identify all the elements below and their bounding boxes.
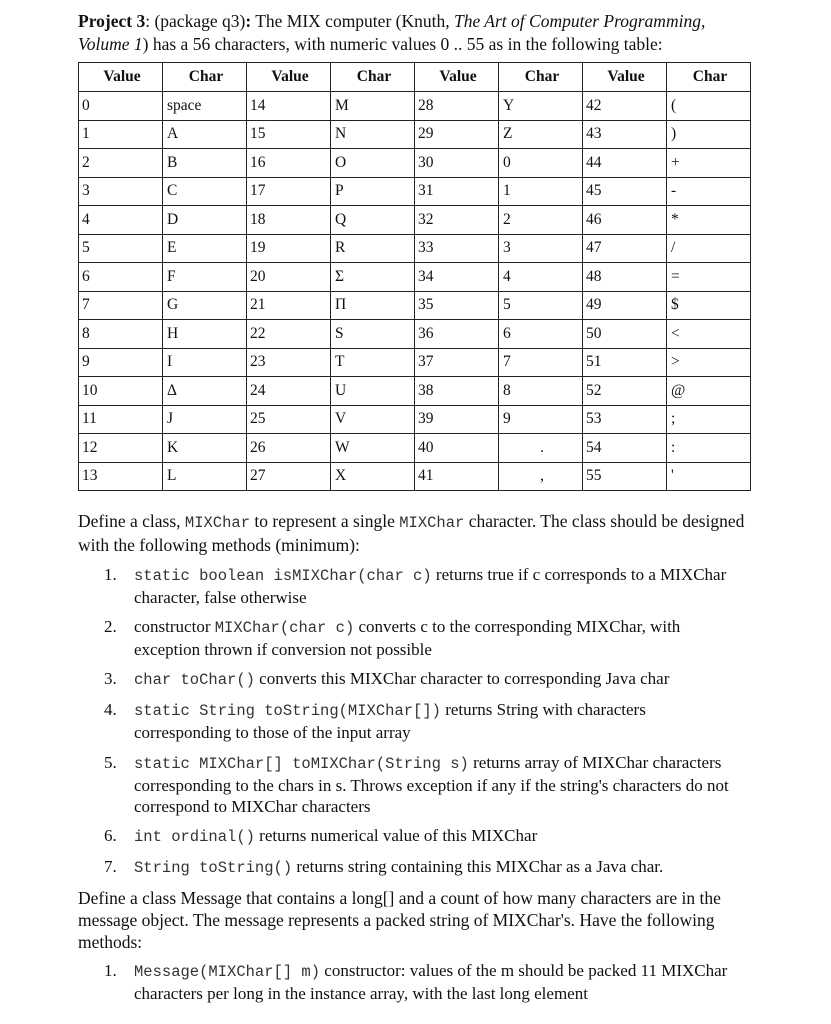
item-code: char toChar(): [134, 671, 255, 689]
char-cell: Y: [499, 92, 583, 121]
item-pre: constructor: [134, 617, 215, 636]
value-cell: 12: [79, 434, 163, 463]
value-cell: 49: [583, 291, 667, 320]
value-cell: 10: [79, 377, 163, 406]
item-text: [134, 825, 746, 848]
mix-character-table: [78, 62, 751, 491]
item-desc: constructor: values of the m should be packed 11 MIXChar characters per long in the instance array, with the last long element: [134, 961, 728, 1003]
value-cell: 32: [415, 206, 499, 235]
table-row: [79, 462, 751, 491]
item-code: static MIXChar[] toMIXChar(String s): [134, 755, 469, 773]
item-number: 7.: [104, 857, 117, 876]
intro-text: [78, 10, 758, 56]
intro-paragraph: [78, 10, 758, 56]
char-cell: Σ: [331, 263, 415, 292]
value-cell: 15: [247, 120, 331, 149]
column-header: Char: [163, 63, 247, 92]
item-number: 2.: [104, 617, 117, 636]
char-cell: F: [163, 263, 247, 292]
table-row: [79, 120, 751, 149]
item-number: 4.: [104, 700, 117, 719]
project-title: Project 3: [78, 11, 146, 31]
char-cell: 3: [499, 234, 583, 263]
char-cell: N: [331, 120, 415, 149]
char-cell: L: [163, 462, 247, 491]
value-cell: 14: [247, 92, 331, 121]
table-row: [79, 177, 751, 206]
value-cell: 4: [79, 206, 163, 235]
message-intro: Define a class Message that contains a long[] and a count of how many characters are in the message object. The message represents a packed string of MIXChar's. Have the following methods:: [78, 888, 721, 952]
char-cell: D: [163, 206, 247, 235]
item-code: static boolean isMIXChar(char c): [134, 567, 432, 585]
value-cell: 42: [583, 92, 667, 121]
value-cell: 43: [583, 120, 667, 149]
table-body: [79, 92, 751, 491]
table-header-row: [79, 63, 751, 92]
char-cell: V: [331, 405, 415, 434]
value-cell: 50: [583, 320, 667, 349]
value-cell: 3: [79, 177, 163, 206]
item-number: 6.: [104, 826, 117, 845]
item-code: static String toString(MIXChar[]): [134, 702, 441, 720]
value-cell: 1: [79, 120, 163, 149]
value-cell: 33: [415, 234, 499, 263]
char-cell: ': [667, 462, 751, 491]
table-row: [79, 149, 751, 178]
char-cell: C: [163, 177, 247, 206]
char-cell: $: [667, 291, 751, 320]
value-cell: 53: [583, 405, 667, 434]
char-cell: +: [667, 149, 751, 178]
char-cell: 7: [499, 348, 583, 377]
value-cell: 13: [79, 462, 163, 491]
value-cell: 27: [247, 462, 331, 491]
value-cell: 0: [79, 92, 163, 121]
mixchar-code-2: MIXChar: [399, 514, 465, 532]
value-cell: 54: [583, 434, 667, 463]
value-cell: 36: [415, 320, 499, 349]
char-cell: 1: [499, 177, 583, 206]
char-cell: ,: [499, 462, 583, 491]
item-number: 1.: [104, 961, 117, 980]
char-cell: R: [331, 234, 415, 263]
value-cell: 52: [583, 377, 667, 406]
item-desc: returns true if c corresponds to a MIXChar character, false otherwise: [134, 565, 727, 607]
value-cell: 16: [247, 149, 331, 178]
char-cell: 4: [499, 263, 583, 292]
mixchar-intro-2: to represent a single: [250, 511, 400, 531]
char-cell: I: [163, 348, 247, 377]
char-cell: M: [331, 92, 415, 121]
value-cell: 6: [79, 263, 163, 292]
table-row: [79, 206, 751, 235]
char-cell: A: [163, 120, 247, 149]
char-cell: ;: [667, 405, 751, 434]
table-row: [79, 92, 751, 121]
package-label: : (package q3): [145, 11, 246, 31]
item-desc: returns String with characters corresponding to those of the input array: [134, 700, 646, 742]
mixchar-code-1: MIXChar: [184, 514, 251, 532]
value-cell: 51: [583, 348, 667, 377]
char-cell: 0: [499, 149, 583, 178]
item-code: String toString(): [134, 859, 293, 877]
item-number: 3.: [104, 669, 117, 688]
item-text: [134, 564, 746, 608]
char-cell: /: [667, 234, 751, 263]
char-cell: =: [667, 263, 751, 292]
item-text: [134, 960, 746, 1004]
char-cell: B: [163, 149, 247, 178]
column-header: Char: [667, 63, 751, 92]
value-cell: 35: [415, 291, 499, 320]
value-cell: 9: [79, 348, 163, 377]
value-cell: 17: [247, 177, 331, 206]
char-cell: -: [667, 177, 751, 206]
value-cell: 19: [247, 234, 331, 263]
value-cell: 2: [79, 149, 163, 178]
char-cell: :: [667, 434, 751, 463]
value-cell: 5: [79, 234, 163, 263]
char-cell: @: [667, 377, 751, 406]
mixchar-intro: [78, 510, 754, 556]
char-cell: P: [331, 177, 415, 206]
char-cell: X: [331, 462, 415, 491]
value-cell: 8: [79, 320, 163, 349]
item-number: 5.: [104, 753, 117, 772]
char-cell: ): [667, 120, 751, 149]
char-cell: K: [163, 434, 247, 463]
value-cell: 39: [415, 405, 499, 434]
table-row: [79, 234, 751, 263]
char-cell: W: [331, 434, 415, 463]
mixchar-intro-3: character. The class should be designed with the following methods (minimum):: [78, 511, 745, 555]
char-cell: 5: [499, 291, 583, 320]
char-cell: E: [163, 234, 247, 263]
value-cell: 18: [247, 206, 331, 235]
char-cell: U: [331, 377, 415, 406]
table-row: [79, 320, 751, 349]
item-code: Message(MIXChar[] m): [134, 963, 321, 981]
value-cell: 30: [415, 149, 499, 178]
table-row: [79, 291, 751, 320]
value-cell: 22: [247, 320, 331, 349]
table-row: [79, 377, 751, 406]
value-cell: 25: [247, 405, 331, 434]
char-cell: Z: [499, 120, 583, 149]
char-cell: S: [331, 320, 415, 349]
column-header: Char: [331, 63, 415, 92]
value-cell: 41: [415, 462, 499, 491]
book-title: The Art of Computer Programming, Volume 1: [78, 11, 706, 54]
item-text: [134, 616, 746, 660]
value-cell: 26: [247, 434, 331, 463]
char-cell: (: [667, 92, 751, 121]
intro-text-2: ) has a 56 characters, with numeric values 0 .. 55 as in the following table:: [142, 34, 663, 54]
char-cell: 8: [499, 377, 583, 406]
value-cell: 34: [415, 263, 499, 292]
value-cell: 40: [415, 434, 499, 463]
column-header: Value: [247, 63, 331, 92]
value-cell: 28: [415, 92, 499, 121]
char-cell: <: [667, 320, 751, 349]
char-cell: O: [331, 149, 415, 178]
char-cell: Δ: [163, 377, 247, 406]
char-cell: space: [163, 92, 247, 121]
item-code: MIXChar(char c): [214, 619, 355, 637]
char-cell: *: [667, 206, 751, 235]
value-cell: 20: [247, 263, 331, 292]
value-cell: 31: [415, 177, 499, 206]
value-cell: 11: [79, 405, 163, 434]
char-cell: 9: [499, 405, 583, 434]
value-cell: 48: [583, 263, 667, 292]
value-cell: 38: [415, 377, 499, 406]
value-cell: 29: [415, 120, 499, 149]
item-desc: returns array of MIXChar characters corresponding to the chars in s. Throws exception if any if the string's characters do not correspond to MIXChar characters: [134, 753, 729, 816]
char-cell: T: [331, 348, 415, 377]
value-cell: 46: [583, 206, 667, 235]
column-header: Char: [499, 63, 583, 92]
mixchar-intro-1: Define a class,: [78, 511, 185, 531]
char-cell: .: [499, 434, 583, 463]
intro-colon: :: [245, 11, 252, 31]
table-row: [79, 434, 751, 463]
value-cell: 23: [247, 348, 331, 377]
value-cell: 55: [583, 462, 667, 491]
char-cell: Q: [331, 206, 415, 235]
value-cell: 45: [583, 177, 667, 206]
char-cell: 6: [499, 320, 583, 349]
char-cell: Π: [331, 291, 415, 320]
table-row: [79, 405, 751, 434]
value-cell: 37: [415, 348, 499, 377]
item-text: [134, 856, 746, 879]
item-desc: returns numerical value of this MIXChar: [254, 826, 538, 845]
item-text: [134, 699, 746, 743]
value-cell: 7: [79, 291, 163, 320]
item-number: 1.: [104, 565, 117, 584]
column-header: Value: [583, 63, 667, 92]
column-header: Value: [79, 63, 163, 92]
item-desc: converts c to the corresponding MIXChar, with exception thrown if conversion not possible: [134, 617, 681, 659]
char-cell: J: [163, 405, 247, 434]
item-text: [134, 668, 746, 691]
table-row: [79, 348, 751, 377]
item-code: int ordinal(): [134, 828, 255, 846]
value-cell: 21: [247, 291, 331, 320]
item-desc: converts this MIXChar character to corresponding Java char: [254, 669, 670, 688]
value-cell: 47: [583, 234, 667, 263]
column-header: Value: [415, 63, 499, 92]
value-cell: 24: [247, 377, 331, 406]
char-cell: H: [163, 320, 247, 349]
item-desc: returns string containing this MIXChar as a Java char.: [292, 857, 664, 876]
char-cell: >: [667, 348, 751, 377]
value-cell: 44: [583, 149, 667, 178]
char-cell: 2: [499, 206, 583, 235]
item-text: [134, 752, 746, 817]
table-row: [79, 263, 751, 292]
intro-text-1: The MIX computer (Knuth,: [251, 11, 454, 31]
char-cell: G: [163, 291, 247, 320]
